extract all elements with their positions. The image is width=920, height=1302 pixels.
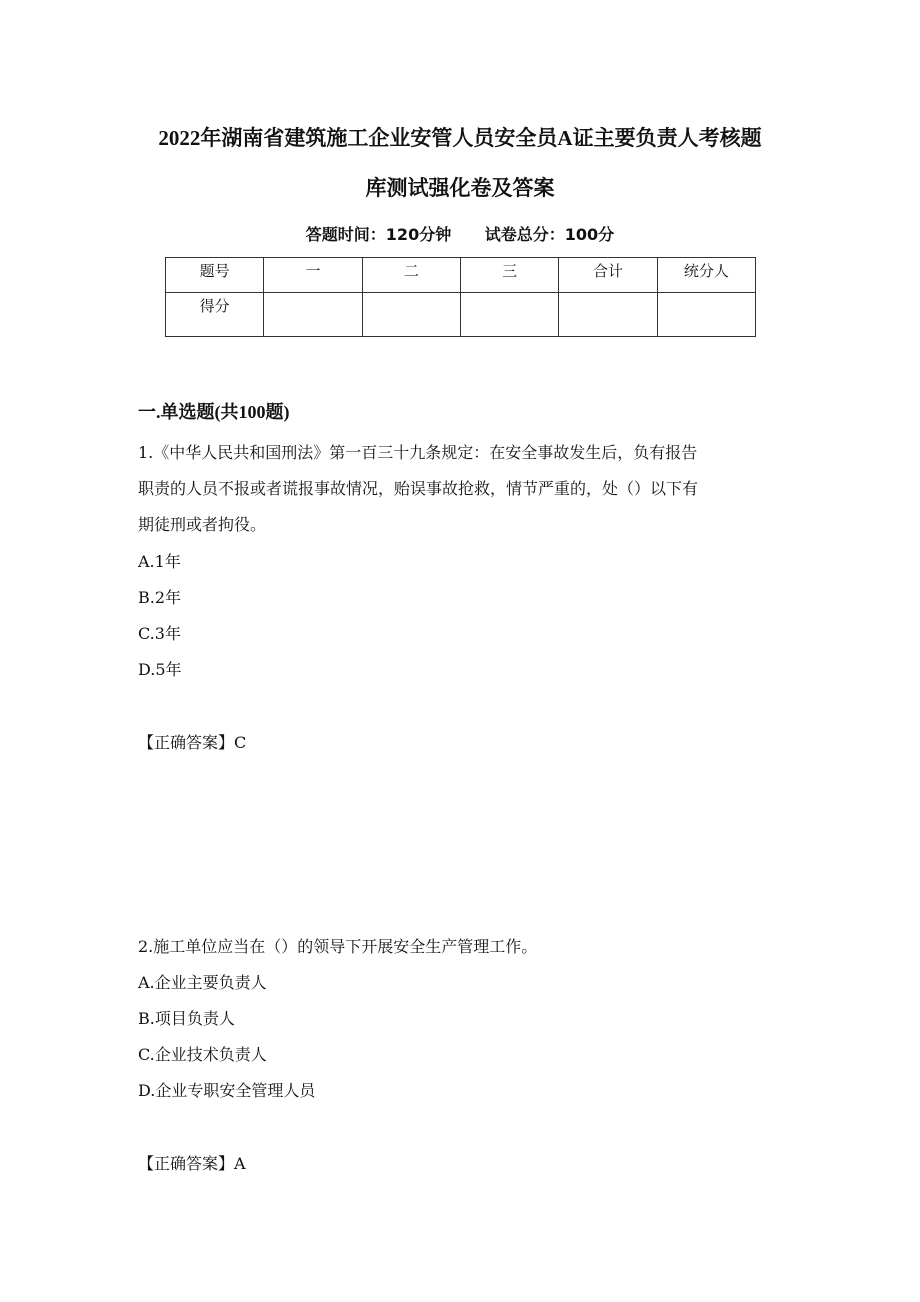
- score-cell: [559, 293, 657, 337]
- score-cell: [362, 293, 460, 337]
- document-title-line-2: 库测试强化卷及答案: [365, 176, 555, 200]
- score-table-row: [166, 293, 756, 337]
- exam-time: 答题时间：120分钟: [305, 225, 452, 244]
- score-table: [165, 257, 756, 337]
- question-2-option-d: D.企业专职安全管理人员: [138, 1081, 316, 1100]
- question-1-answer: 【正确答案】C: [138, 733, 247, 752]
- score-header: 统分人: [657, 258, 755, 293]
- score-header: 一: [264, 258, 362, 293]
- question-1-text-line: 职责的人员不报或者谎报事故情况，贻误事故抢救，情节严重的，处（）以下有: [138, 479, 699, 498]
- question-2-text-line: 2.施工单位应当在（）的领导下开展安全生产管理工作。: [138, 937, 538, 956]
- score-cell: [460, 293, 558, 337]
- score-cell: [264, 293, 362, 337]
- question-1-option-d: D.5年: [138, 660, 182, 679]
- question-1-option-b: B.2年: [138, 588, 182, 607]
- question-1-text-line: 期徒刑或者拘役。: [138, 515, 267, 534]
- question-1-option-c: C.3年: [138, 624, 181, 643]
- section-title: 一.单选题(共100题): [138, 402, 290, 422]
- question-1-text-line: 1.《中华人民共和国刑法》第一百三十九条规定：在安全事故发生后，负有报告: [138, 443, 698, 462]
- question-2-option-c: C.企业技术负责人: [138, 1045, 267, 1064]
- document-title-line-1: 2022年湖南省建筑施工企业安管人员安全员A证主要负责人考核题: [158, 126, 762, 150]
- score-table-header-row: [166, 258, 756, 293]
- score-header: 合计: [559, 258, 657, 293]
- question-2-answer: 【正确答案】A: [138, 1154, 246, 1173]
- exam-meta: [0, 222, 920, 245]
- score-header: 二: [362, 258, 460, 293]
- question-1-option-a: A.1年: [138, 552, 181, 571]
- question-2-option-a: A.企业主要负责人: [138, 973, 267, 992]
- score-header: 题号: [166, 258, 264, 293]
- exam-total-score: 试卷总分：100分: [484, 225, 615, 244]
- score-row-label: 得分: [166, 293, 264, 337]
- score-header: 三: [460, 258, 558, 293]
- question-2-option-b: B.项目负责人: [138, 1009, 235, 1028]
- score-cell: [657, 293, 755, 337]
